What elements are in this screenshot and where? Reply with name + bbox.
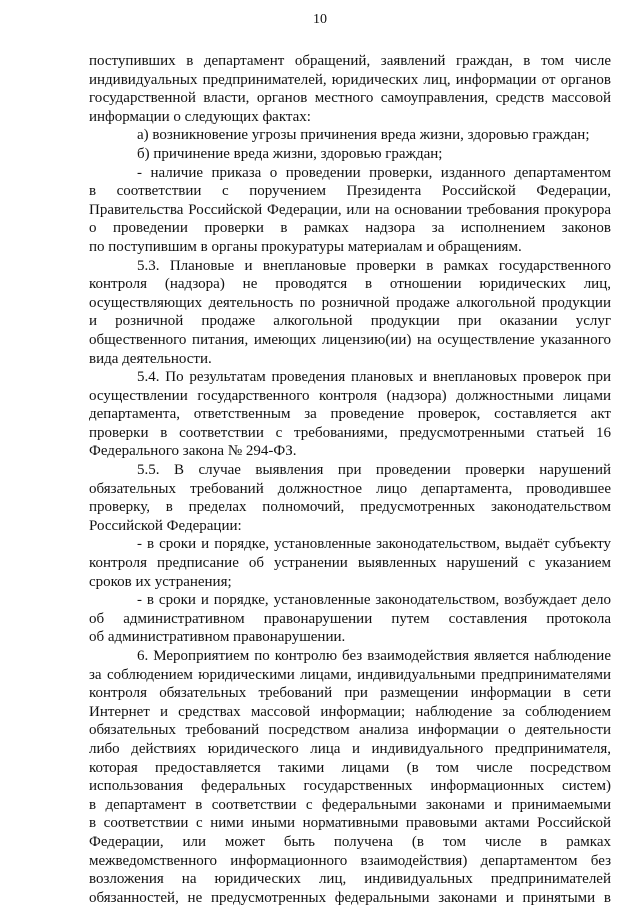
text-line: 5.3. Плановые и внеплановые проверки в рамках государственного	[137, 257, 611, 274]
text-line: обязанностей, не предусмотренных федеральными законами и принятыми в	[89, 889, 611, 906]
document-body	[89, 52, 611, 907]
text-line: контроля предписание об устранении выявленных нарушений с указанием	[89, 555, 611, 572]
text-line: осуществляющих деятельность по розничной продаже алкогольной продукции	[89, 294, 611, 311]
text-line: а) возникновение угрозы причинения вреда жизни, здоровью граждан;	[137, 127, 590, 144]
text-line: осуществлении государственного контроля (надзора) должностными лицами	[89, 387, 611, 404]
text-line: которая предоставляется такими лицами (в том числе посредством	[89, 759, 611, 776]
text-line: 6. Мероприятием по контролю без взаимодействия является наблюдение	[137, 648, 611, 664]
text-line: проверки в соответствии с требованиями, предусмотренными статьей 16	[89, 424, 611, 441]
text-line: - в сроки и порядке, установленные законодательством, выдаёт субъекту	[137, 536, 611, 553]
text-line: возложения на юридических лиц, индивидуальных предпринимателей	[89, 871, 611, 888]
text-line: об административном правонарушении путем составления протокола	[89, 610, 611, 627]
text-line: департамента, ответственным за проведение проверок, составляется акт	[89, 406, 611, 423]
text-line: б) причинение вреда жизни, здоровью граждан;	[137, 145, 443, 162]
text-line: межведомственного информационного взаимодействия) департаментом без	[89, 852, 611, 869]
text-line: Российской Федерации:	[89, 517, 242, 534]
text-line: 5.5. В случае выявления при проведении проверки нарушений	[137, 462, 611, 479]
text-line: контроля обязательных требований при размещении информации в сети	[89, 685, 611, 702]
text-line: и розничной продаже алкогольной продукции при оказании услуг	[89, 313, 611, 330]
page-number: 10	[313, 12, 327, 27]
text-line: вида деятельности.	[89, 350, 212, 367]
text-line: контроля (надзора) не проводятся в отношении юридических лиц,	[89, 276, 611, 293]
text-line: 5.4. По результатам проведения плановых и внеплановых проверок при	[137, 369, 611, 386]
text-line: - наличие приказа о проведении проверки, изданного департаментом	[137, 164, 611, 181]
text-line: Федерации, или может быть получена (в том числе в рамках	[89, 833, 611, 850]
text-line: по поступившим в органы прокуратуры материалам и обращениям.	[89, 238, 522, 255]
text-line: о проведении проверки в рамках надзора за исполнением законов	[89, 220, 611, 237]
text-line: либо действиях юридического лица и индивидуального предпринимателя,	[89, 740, 611, 757]
text-line: общественного питания, имеющих лицензию(ии) на осуществление указанного	[89, 331, 611, 348]
text-line: в соответствии с поручением Президента Российской Федерации,	[89, 183, 611, 200]
text-line: обязательных требований должностное лицо департамента, проводившее	[89, 480, 611, 497]
text-line: обязательных требований посредством анализа информации о деятельности	[89, 722, 611, 739]
text-line: в соответствии с ними иными нормативными правовыми актами Российской	[89, 815, 611, 832]
text-line: в департамент в соответствии с федеральными законами и принимаемыми	[89, 796, 611, 813]
text-line: информации о следующих фактах:	[89, 108, 311, 125]
text-line: - в сроки и порядке, установленные законодательством, возбуждает дело	[137, 592, 611, 609]
text-line: Федерального закона № 294-ФЗ.	[89, 443, 297, 460]
text-line: поступивших в департамент обращений, заявлений граждан, в том числе	[89, 53, 611, 69]
text-line: индивидуальных предпринимателей, юридических лиц, информации от органов	[89, 71, 611, 88]
text-line: Правительства Российской Федерации, или на основании требования прокурора	[89, 201, 611, 218]
text-line: Интернет и средствах массовой информации; наблюдение за соблюдением	[89, 703, 611, 720]
text-line: за соблюдением юридическими лицами, индивидуальными предпринимателями	[89, 666, 611, 683]
text-line: об административном правонарушении.	[89, 629, 346, 646]
text-line: использования федеральных государственных информационных систем)	[89, 778, 611, 795]
text-line: сроков их устранения;	[89, 573, 232, 590]
text-line: проверку, в пределах полномочий, предусмотренных законодательством	[89, 499, 611, 516]
text-line: государственной власти, органов местного самоуправления, средств массовой	[89, 90, 611, 107]
